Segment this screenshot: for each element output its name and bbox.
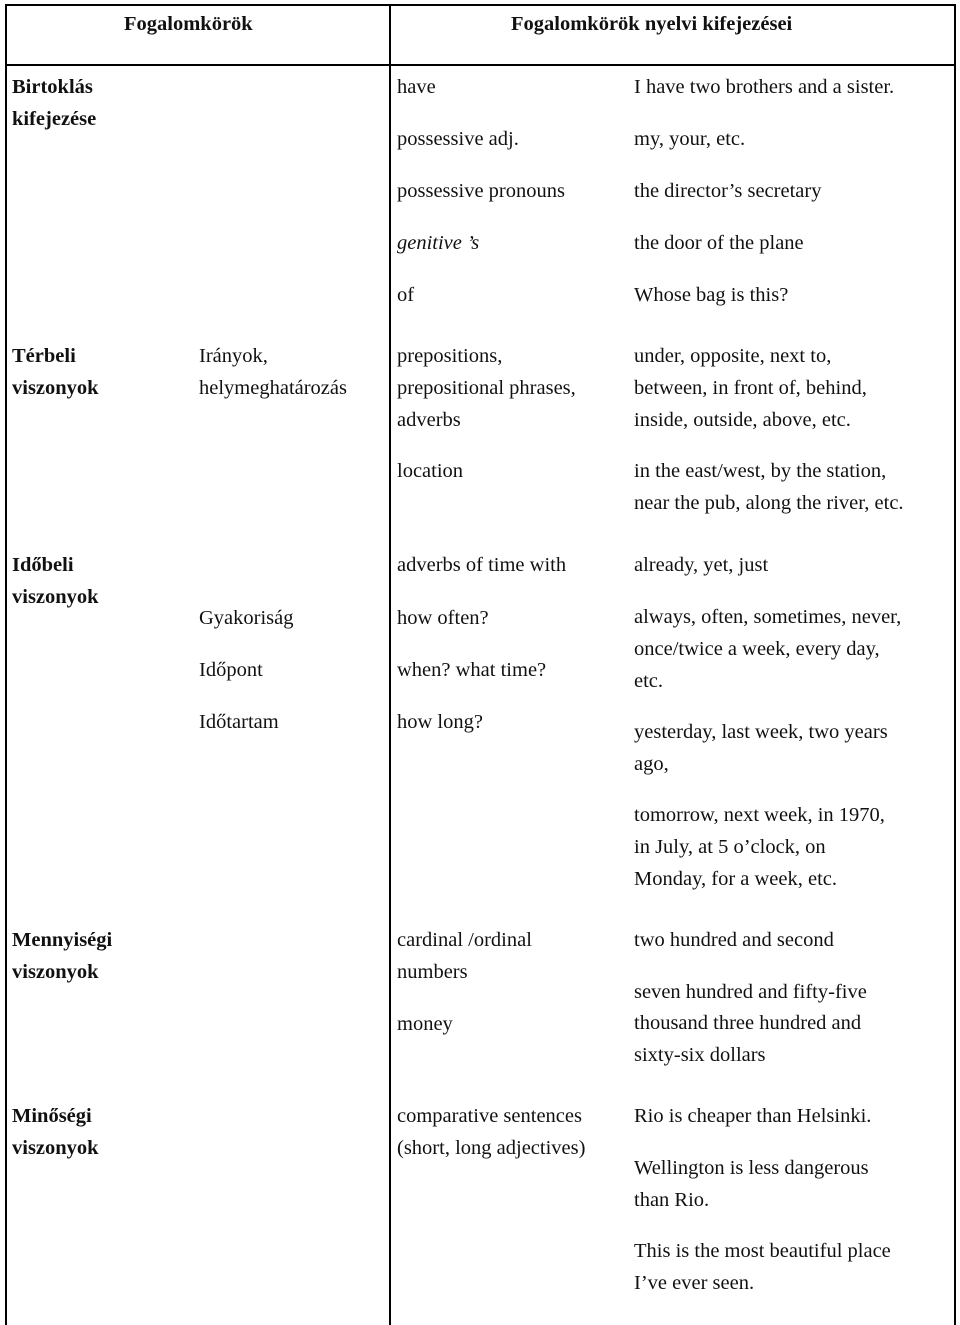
subconcept-directions: helymeghatározás: [199, 377, 347, 399]
example-text: two hundred and second: [634, 929, 834, 951]
example-text: I have two brothers and a sister.: [634, 76, 895, 98]
form-money: money: [397, 1013, 453, 1035]
table-border-left: [5, 4, 7, 1325]
header-concepts: Fogalomkörök: [124, 13, 253, 35]
form-genitive: genitive ’s: [397, 232, 480, 254]
form-comparative: comparative sentences: [397, 1105, 582, 1127]
subconcept-duration: Időtartam: [199, 711, 279, 733]
example-text: yesterday, last week, two years: [634, 721, 888, 743]
example-text: thousand three hundred and: [634, 1012, 862, 1034]
example-text: tomorrow, next week, in 1970,: [634, 804, 885, 826]
example-text: Rio is cheaper than Helsinki.: [634, 1105, 872, 1127]
header-bottom-rule: [5, 64, 956, 66]
example-text: Whose bag is this?: [634, 284, 789, 306]
concept-spatial: viszonyok: [12, 377, 99, 399]
example-text: in July, at 5 o’clock, on: [634, 836, 826, 858]
header-divider: [389, 4, 391, 66]
form-have: have: [397, 76, 436, 98]
form-possessive-pronouns: possessive pronouns: [397, 180, 565, 202]
example-text: already, yet, just: [634, 554, 769, 576]
form-prepositions: prepositions,: [397, 345, 503, 367]
example-text: ago,: [634, 753, 669, 775]
example-text: under, opposite, next to,: [634, 345, 832, 367]
concept-possession: kifejezése: [12, 108, 97, 130]
example-text: I’ve ever seen.: [634, 1272, 755, 1294]
column-divider: [389, 66, 391, 1325]
form-possessive-adj: possessive adj.: [397, 128, 519, 150]
example-text: the director’s secretary: [634, 180, 822, 202]
form-prepositions: adverbs: [397, 409, 461, 431]
example-text: sixty-six dollars: [634, 1044, 766, 1066]
form-adverbs-of-time: adverbs of time with: [397, 554, 567, 576]
subconcept-directions: Irányok,: [199, 345, 268, 367]
example-text: Monday, for a week, etc.: [634, 868, 838, 890]
concept-quantity: viszonyok: [12, 961, 99, 983]
example-text: in the east/west, by the station,: [634, 460, 887, 482]
form-numbers: numbers: [397, 961, 468, 983]
example-text: my, your, etc.: [634, 128, 746, 150]
example-text: inside, outside, above, etc.: [634, 409, 851, 431]
table-border-top: [5, 4, 956, 6]
concept-quality: Minőségi: [12, 1105, 92, 1127]
form-comparative: (short, long adjectives): [397, 1137, 586, 1159]
subconcept-point-in-time: Időpont: [199, 659, 263, 681]
form-when: when? what time?: [397, 659, 547, 681]
table-border-right: [954, 4, 956, 1325]
form-prepositions: prepositional phrases,: [397, 377, 576, 399]
header-expressions: Fogalomkörök nyelvi kifejezései: [511, 13, 793, 35]
form-numbers: cardinal /ordinal: [397, 929, 532, 951]
example-text: near the pub, along the river, etc.: [634, 492, 904, 514]
example-text: Wellington is less dangerous: [634, 1157, 869, 1179]
concept-quality: viszonyok: [12, 1137, 99, 1159]
example-text: once/twice a week, every day,: [634, 638, 880, 660]
example-text: This is the most beautiful place: [634, 1240, 891, 1262]
form-how-long: how long?: [397, 711, 483, 733]
example-text: seven hundred and fifty-five: [634, 981, 867, 1003]
concept-spatial: Térbeli: [12, 345, 76, 367]
example-text: than Rio.: [634, 1189, 710, 1211]
form-how-often: how often?: [397, 607, 489, 629]
example-text: always, often, sometimes, never,: [634, 606, 902, 628]
concept-temporal: Időbeli: [12, 554, 74, 576]
form-location: location: [397, 460, 464, 482]
example-text: the door of the plane: [634, 232, 804, 254]
concept-quantity: Mennyiségi: [12, 929, 113, 951]
example-text: between, in front of, behind,: [634, 377, 867, 399]
form-of: of: [397, 284, 415, 306]
concept-temporal: viszonyok: [12, 586, 99, 608]
concept-possession: Birtoklás: [12, 76, 93, 98]
example-text: etc.: [634, 670, 664, 692]
subconcept-frequency: Gyakoriság: [199, 607, 294, 629]
